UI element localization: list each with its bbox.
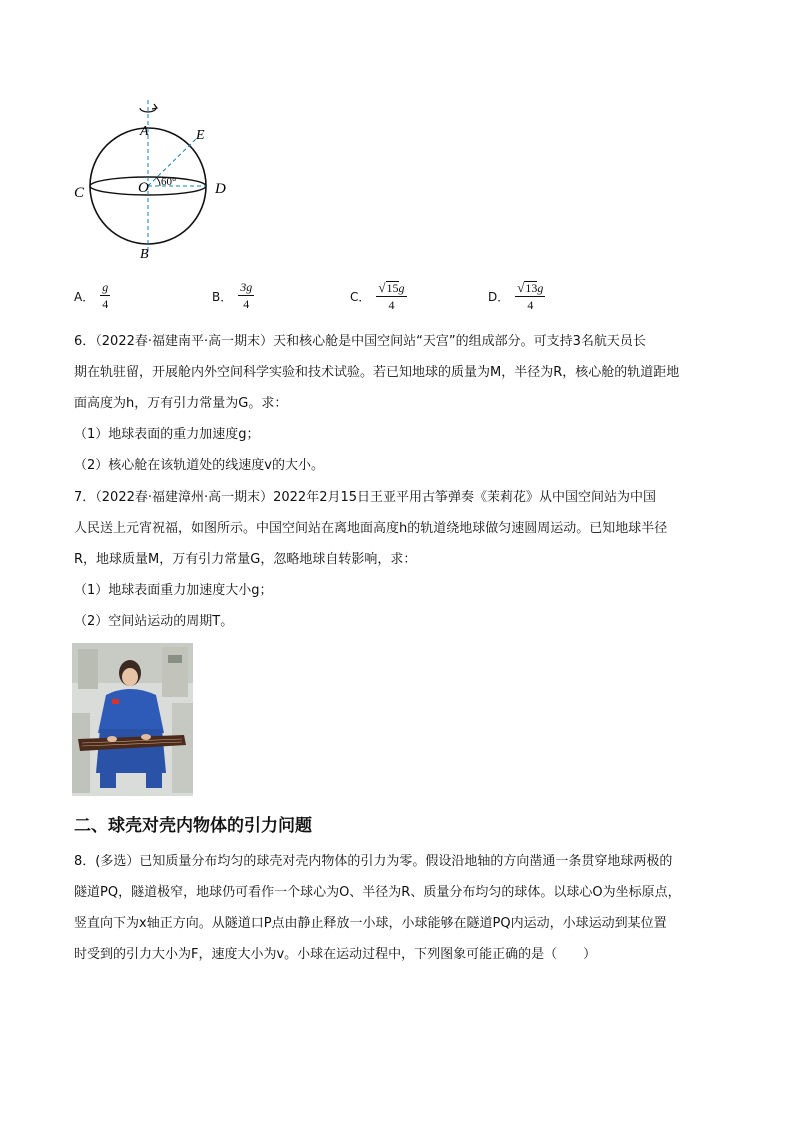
section-heading: 二、球壳对壳内物体的引力问题	[74, 816, 312, 836]
option-b-fraction: $\frac{3g}{4}$	[240, 280, 253, 311]
answer-options	[74, 276, 714, 316]
label-O: O	[138, 180, 149, 196]
question-6	[74, 326, 724, 481]
q8-line: 8．(多选）已知质量分布均匀的球壳对壳内物体的引力为零。假设沿地轴的方向凿通一条贯穿地球两极的	[74, 854, 673, 869]
q6-line: 6．（2022春·福建南平·高一期末）天和核心舱是中国空间站“天宫”的组成部分。可支持3名航天员长	[74, 334, 646, 349]
question-8	[74, 846, 724, 970]
q6-line: （2）核心舱在该轨道处的线速度v的大小。	[74, 458, 324, 473]
option-d-fraction: √ 13 g 4	[517, 279, 544, 312]
astronaut-guzheng-photo	[72, 643, 193, 796]
label-E: E	[196, 128, 205, 143]
q8-line: 隧道PQ，隧道极窄，地球仍可看作一个球心为O、半径为R、质量分布均匀的球体。以球心O为坐标原点，	[74, 885, 681, 900]
q7-line: R，地球质量M，万有引力常量G，忽略地球自转影响，求：	[74, 552, 417, 567]
q6-line: （1）地球表面的重力加速度g；	[74, 427, 260, 442]
q7-line: 7．（2022春·福建漳州·高一期末）2022年2月15日王亚平用古筝弹奏《茉莉花》从中国空间站为中国	[74, 490, 657, 505]
option-a[interactable]: A． $\frac{g}{4}$	[74, 280, 109, 311]
option-a-fraction: $\frac{g}{4}$	[102, 280, 109, 311]
label-C: C	[74, 185, 85, 201]
q8-line: 时受到的引力大小为F，速度大小为v。小球在运动过程中，下列图象可能正确的是（ ）	[74, 947, 597, 962]
question-7	[74, 482, 724, 637]
label-A: A	[140, 124, 149, 139]
q6-line: 期在轨驻留，开展舱内外空间科学实验和技术试验。若已知地球的质量为M，半径为R，核心舱的轨道距地	[74, 365, 680, 380]
label-B: B	[140, 247, 149, 262]
angle-arc	[156, 177, 160, 186]
option-b[interactable]: B． $\frac{3g}{4}$	[212, 280, 253, 311]
sphere-diagram	[66, 94, 246, 264]
option-d[interactable]: D． √ 13 g 4	[488, 279, 544, 312]
q6-line: 面高度为h，万有引力常量为G。求：	[74, 396, 288, 411]
label-angle: 60°	[161, 176, 177, 188]
option-c[interactable]: C． √ 15 g 4	[350, 279, 405, 312]
q7-line: 人民送上元宵祝福，如图所示。中国空间站在离地面高度h的轨道绕地球做匀速圆周运动。已知地球半径	[74, 521, 668, 536]
label-D: D	[215, 181, 226, 197]
q8-line: 竖直向下为x轴正方向。从隧道口P点由静止释放一小球，小球能够在隧道PQ内运动，小球运动到某位置	[74, 916, 667, 931]
q7-line: （2）空间站运动的周期T。	[74, 614, 234, 629]
q7-line: （1）地球表面重力加速度大小g；	[74, 583, 273, 598]
option-c-fraction: √ 15 g 4	[378, 279, 405, 312]
